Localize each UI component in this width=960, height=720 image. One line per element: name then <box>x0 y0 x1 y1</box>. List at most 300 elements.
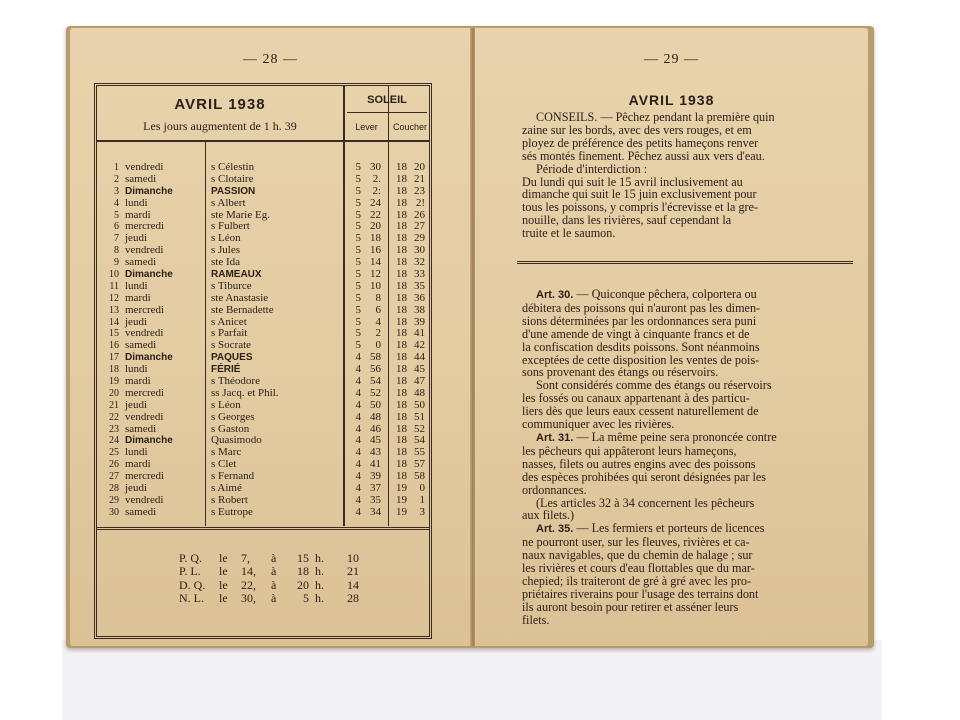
sunset-minute: 0 <box>419 482 425 495</box>
calendar-row <box>97 281 429 293</box>
sunrise-hour: 5 <box>355 303 361 316</box>
saint-name: ste Anastasie <box>211 291 269 304</box>
sunrise-hour: 5 <box>355 172 361 185</box>
sunset-minute: 35 <box>414 279 425 292</box>
sunrise-minute: 8 <box>375 291 381 304</box>
sunset-minute: 45 <box>414 363 425 376</box>
scan-backdrop <box>62 640 882 720</box>
calendar-row <box>97 305 429 317</box>
article-text: — Les fermiers et porteurs de licences <box>573 521 765 536</box>
article-text: la confiscation desdits poissons. Sont néanmoins <box>522 339 760 354</box>
phase-day: 7, <box>241 551 250 565</box>
saint-name: s Anicet <box>211 315 247 328</box>
saint-name: s Léon <box>211 232 241 245</box>
phase-hour: 15 <box>297 551 309 565</box>
sunset-minute: 32 <box>414 256 425 269</box>
page-number-right: — 29 — <box>644 52 699 67</box>
sunrise-hour: 5 <box>355 196 361 209</box>
sunrise-hour: 4 <box>355 422 361 435</box>
sunset-hour: 18 <box>396 315 407 328</box>
weekday: mardi <box>125 208 151 221</box>
day-number: 19 <box>109 376 119 388</box>
sunset-minute: 41 <box>414 327 425 340</box>
phase-word: le <box>219 564 228 579</box>
sunrise-minute: 48 <box>370 410 381 423</box>
weekday: jeudi <box>125 398 147 411</box>
sunset-hour: 18 <box>396 184 407 197</box>
sunrise-hour: 4 <box>355 458 361 471</box>
sunrise-minute: 24 <box>370 196 381 209</box>
day-number: 26 <box>109 459 119 471</box>
saint-name: s Albert <box>211 196 246 209</box>
weekday: jeudi <box>125 482 147 495</box>
phase-word: le <box>219 551 228 565</box>
day-number: 6 <box>114 221 119 233</box>
sunset-hour: 18 <box>396 410 407 423</box>
article-text: sons provenant des étangs ou réservoirs. <box>522 365 719 380</box>
saint-name: s Georges <box>211 410 255 423</box>
saint-name: PAQUES <box>211 352 253 364</box>
sunrise-hour: 5 <box>355 161 361 173</box>
calendar-separator <box>97 527 429 530</box>
text-line: Du lundi qui suit le 15 avril inclusivement au <box>522 174 743 189</box>
calendar-row <box>97 174 429 186</box>
weekday: jeudi <box>125 315 147 328</box>
sunset-hour: 18 <box>396 327 407 340</box>
article-text: communiquer avec les rivières. <box>522 417 675 432</box>
sunrise-hour: 5 <box>355 256 361 269</box>
day-number: 23 <box>109 423 119 435</box>
text-line: ployez de préférence des petits hameçons renver <box>522 135 759 150</box>
lever-header: Lever <box>355 122 378 132</box>
day-number: 28 <box>109 483 119 495</box>
day-number: 13 <box>109 304 119 316</box>
sunset-minute: 42 <box>414 339 425 352</box>
day-number: 25 <box>109 447 119 459</box>
day-number: 5 <box>114 209 119 221</box>
sunset-hour: 19 <box>396 482 407 495</box>
phase-minute: 21 <box>347 564 359 579</box>
weekday: vendredi <box>125 244 164 257</box>
day-number: 18 <box>109 364 119 376</box>
phase-hour: 20 <box>297 577 309 592</box>
calendar-title: AVRIL 1938 <box>174 96 266 113</box>
phase-word: h. <box>315 551 324 565</box>
sunrise-hour: 4 <box>355 375 361 388</box>
sunrise-minute: 2. <box>372 172 381 185</box>
sunset-minute: 27 <box>414 220 425 233</box>
phase-word: h. <box>315 577 324 592</box>
sunrise-hour: 4 <box>355 505 361 518</box>
sunset-hour: 18 <box>396 398 407 411</box>
phase-code: P. L. <box>179 564 201 579</box>
saint-name: ss Jacq. et Phil. <box>211 386 279 399</box>
day-number: 20 <box>109 387 119 399</box>
sunset-minute: 54 <box>414 434 425 447</box>
saint-name: s Clet <box>211 458 237 471</box>
sunset-hour: 18 <box>396 386 407 399</box>
conseils-text <box>522 111 850 240</box>
sunset-hour: 19 <box>396 493 407 506</box>
article-text: les fossés ou canaux appartenant à des particu- <box>522 391 750 406</box>
day-number: 16 <box>109 340 119 352</box>
day-number: 24 <box>109 435 119 447</box>
article-text: d'une amende de vingt à cinquante francs et de <box>522 326 750 341</box>
sunset-minute: 36 <box>414 291 425 304</box>
day-number: 30 <box>109 506 119 518</box>
day-number: 27 <box>109 471 119 483</box>
sunrise-minute: 34 <box>370 505 381 518</box>
article-text: les pêcheurs qui appâteront leurs hameçons, <box>522 443 737 458</box>
saint-name: s Fernand <box>211 470 255 483</box>
sunset-hour: 18 <box>396 458 407 471</box>
sunset-hour: 18 <box>396 339 407 352</box>
sunrise-minute: 4 <box>375 315 381 328</box>
text-line <box>522 601 850 614</box>
saint-name: s Marc <box>211 446 242 459</box>
text-line: CONSEILS. — Pêchez pendant la première quin <box>536 110 775 124</box>
sunset-hour: 18 <box>396 446 407 459</box>
saint-name: s Gaston <box>211 422 250 435</box>
weekday: mardi <box>125 458 151 471</box>
sunset-hour: 18 <box>396 291 407 304</box>
sunrise-hour: 4 <box>355 493 361 506</box>
article-text: — Quiconque pêchera, colportera ou <box>573 287 757 301</box>
sunset-minute: 38 <box>414 303 425 316</box>
weekday: samedi <box>125 505 157 518</box>
article-number: Art. 31. <box>536 431 574 444</box>
day-number: 12 <box>109 292 119 304</box>
sunrise-minute: 45 <box>370 434 381 447</box>
weekday: vendredi <box>125 327 164 340</box>
sunset-hour: 18 <box>396 256 407 269</box>
weekday: lundi <box>125 279 148 292</box>
saint-name: s Fulbert <box>211 220 250 233</box>
text-line <box>522 522 850 536</box>
sunrise-hour: 4 <box>355 482 361 495</box>
sunrise-minute: 56 <box>370 363 381 376</box>
right-page <box>475 28 868 646</box>
phase-minute: 14 <box>347 577 359 592</box>
sunrise-hour: 5 <box>355 315 361 328</box>
article-text: naux navigables, que du chemin de halage ; sur <box>522 548 753 563</box>
day-number: 22 <box>109 411 119 423</box>
right-page-title: AVRIL 1938 <box>628 92 715 108</box>
phase-word: h. <box>315 564 324 579</box>
sunrise-minute: 37 <box>370 482 381 495</box>
sunrise-hour: 5 <box>355 220 361 233</box>
article-text: priétaires riverains pour l'usage des terrains dont <box>522 586 759 601</box>
sunrise-hour: 4 <box>355 410 361 423</box>
text-line: truite et le saumon. <box>522 226 616 241</box>
sunset-hour: 18 <box>396 279 407 292</box>
weekday: lundi <box>125 446 148 459</box>
weekday: lundi <box>125 196 148 209</box>
calendar-row <box>97 412 429 424</box>
sunset-hour: 18 <box>396 422 407 435</box>
sunset-minute: 2! <box>415 196 425 209</box>
saint-name: ste Marie Eg. <box>211 208 270 221</box>
sunset-minute: 21 <box>414 172 425 185</box>
coucher-header: Coucher <box>392 122 428 132</box>
sunrise-hour: 4 <box>355 351 361 364</box>
sunset-hour: 18 <box>396 470 407 483</box>
text-line <box>522 288 850 302</box>
phase-word: à <box>271 577 277 592</box>
day-number: 9 <box>114 257 119 269</box>
sunset-hour: 18 <box>396 434 407 447</box>
saint-name: s Socrate <box>211 339 252 352</box>
sunset-minute: 33 <box>414 268 425 281</box>
weekday: samedi <box>125 339 157 352</box>
weekday: mercredi <box>125 303 165 316</box>
sunrise-minute: 18 <box>370 232 381 245</box>
calendar-row <box>97 198 429 210</box>
saint-name: s Léon <box>211 398 241 411</box>
sunrise-minute: 54 <box>370 375 381 388</box>
day-number: 29 <box>109 494 119 506</box>
sunrise-hour: 4 <box>355 470 361 483</box>
day-number: 21 <box>109 399 119 411</box>
phase-word: à <box>271 591 277 606</box>
saint-name: ste Bernadette <box>211 303 274 316</box>
sunrise-minute: 39 <box>370 470 381 483</box>
article-number: Art. 35. <box>536 523 574 536</box>
phase-word: h. <box>315 591 324 606</box>
sunset-hour: 18 <box>396 363 407 376</box>
article-text: exceptées de cette disposition les ventes de pois- <box>522 352 760 367</box>
phase-word: à <box>271 551 277 565</box>
sunrise-minute: 50 <box>370 398 381 411</box>
saint-name: s Tiburce <box>211 279 252 292</box>
sunrise-minute: 30 <box>370 161 381 173</box>
sunset-minute: 47 <box>414 375 425 388</box>
article-text: filets. <box>522 612 550 627</box>
sunset-minute: 29 <box>414 232 425 245</box>
calendar-rows <box>97 162 429 519</box>
header-rule <box>347 112 427 113</box>
sunrise-minute: 0 <box>375 339 381 352</box>
sunset-minute: 58 <box>414 470 425 483</box>
article-text: liers dès que leurs eaux cessent naturellement de <box>522 404 759 419</box>
sunset-hour: 19 <box>396 505 407 518</box>
day-number: 14 <box>109 316 119 328</box>
text-line: dimanche qui suit le 15 juin exclusivement pour <box>522 187 757 202</box>
saint-name: ste Ida <box>211 256 241 269</box>
phase-code: D. Q. <box>179 577 206 592</box>
calendar-subtitle: Les jours augmentent de 1 h. 39 <box>143 119 297 133</box>
sunrise-hour: 4 <box>355 398 361 411</box>
weekday: samedi <box>125 256 157 269</box>
text-line: sés montés finement. Pêchez aussi aux vers d'eau. <box>522 148 765 163</box>
weekday: jeudi <box>125 232 147 245</box>
sunrise-minute: 12 <box>370 268 381 281</box>
phase-code: P. Q. <box>179 551 203 565</box>
article-text: débitera des poissons qui n'auront pas les dimen- <box>522 300 761 315</box>
phase-day: 22, <box>241 577 256 592</box>
article-text: sions déterminées par les ordonnances sera puni <box>522 313 757 328</box>
sunrise-hour: 4 <box>355 386 361 399</box>
article-text: Sont considérés comme des étangs ou réservoirs <box>536 378 772 393</box>
saint-name: Quasimodo <box>211 434 262 447</box>
sunset-hour: 18 <box>396 351 407 364</box>
day-number: 15 <box>109 328 119 340</box>
weekday: vendredi <box>125 493 164 506</box>
weekday: Dimanche <box>125 269 173 281</box>
saint-name: s Aimé <box>211 482 242 495</box>
sunrise-minute: 46 <box>370 422 381 435</box>
weekday: samedi <box>125 422 157 435</box>
sunrise-minute: 10 <box>370 279 381 292</box>
sunset-hour: 18 <box>396 268 407 281</box>
sunrise-hour: 5 <box>355 232 361 245</box>
day-number: 11 <box>109 280 119 292</box>
sunrise-minute: 2 <box>375 327 381 340</box>
sunrise-minute: 22 <box>370 208 381 221</box>
sunset-minute: 44 <box>414 351 425 364</box>
calendar-row <box>97 293 429 305</box>
sunrise-hour: 4 <box>355 446 361 459</box>
phase-hour: 18 <box>297 564 309 579</box>
saint-name: RAMEAUX <box>211 269 262 281</box>
phase-minute: 28 <box>347 591 359 606</box>
sunset-hour: 18 <box>396 220 407 233</box>
sunrise-hour: 5 <box>355 268 361 281</box>
sunrise-minute: 16 <box>370 244 381 257</box>
sunrise-hour: 5 <box>355 244 361 257</box>
saint-name: PASSION <box>211 185 256 197</box>
sunrise-minute: 43 <box>370 446 381 459</box>
weekday: Dimanche <box>125 352 173 364</box>
sunset-minute: 3 <box>419 505 425 518</box>
sunrise-hour: 5 <box>355 184 361 197</box>
sunset-minute: 20 <box>414 161 425 173</box>
article-text: ils auront besoin pour retirer et asséner leurs <box>522 599 739 614</box>
saint-name: s Célestin <box>211 161 255 173</box>
sunrise-minute: 20 <box>370 220 381 233</box>
phase-code: N. L. <box>179 591 204 606</box>
sunset-minute: 23 <box>414 184 425 197</box>
article-text: aux filets.) <box>522 508 575 523</box>
sunset-hour: 18 <box>396 244 407 257</box>
weekday: Dimanche <box>125 435 173 447</box>
sunset-hour: 18 <box>396 208 407 221</box>
sunrise-minute: 41 <box>370 458 381 471</box>
sunrise-hour: 5 <box>355 327 361 340</box>
sunrise-minute: 14 <box>370 256 381 269</box>
text-separator <box>517 261 853 264</box>
article-number: Art. 30. <box>536 289 574 301</box>
sunset-minute: 51 <box>414 410 425 423</box>
sunrise-minute: 35 <box>370 493 381 506</box>
phase-day: 30, <box>241 591 256 606</box>
day-number: 8 <box>114 245 119 257</box>
weekday: mercredi <box>125 386 165 399</box>
text-line: nouille, dans les rivières, sauf cependant la <box>522 213 732 228</box>
day-number: 7 <box>114 233 119 245</box>
weekday: vendredi <box>125 161 164 173</box>
day-number: 10 <box>109 269 119 281</box>
sunset-minute: 55 <box>414 446 425 459</box>
sunset-minute: 26 <box>414 208 425 221</box>
soleil-header: SOLEIL <box>367 94 407 106</box>
sunset-hour: 18 <box>396 161 407 173</box>
page-number-left: — 28 — <box>243 52 298 67</box>
phase-hour: 5 <box>303 591 309 606</box>
phase-word: le <box>219 591 228 606</box>
day-number: 1 <box>114 162 119 173</box>
article-text: chepied; ils traiteront de gré à gré avec les pro- <box>522 573 752 588</box>
article-text: des espèces prohibées qui seront désignées par les <box>522 469 767 484</box>
weekday: mercredi <box>125 470 165 483</box>
sunrise-hour: 4 <box>355 434 361 447</box>
day-number: 3 <box>114 185 119 197</box>
weekday: Dimanche <box>125 185 173 197</box>
day-number: 4 <box>114 197 119 209</box>
sunrise-hour: 5 <box>355 291 361 304</box>
saint-name: s Clotaire <box>211 172 254 185</box>
text-line: Période d'interdiction : <box>536 161 648 176</box>
text-line: tous les poissons, y compris l'écrevisse et la gre- <box>522 200 759 215</box>
saint-name: s Théodore <box>211 375 260 388</box>
calendar-row <box>97 186 429 198</box>
sunrise-hour: 4 <box>355 363 361 376</box>
sunset-minute: 50 <box>414 398 425 411</box>
sunrise-minute: 52 <box>370 386 381 399</box>
sunset-minute: 57 <box>414 458 425 471</box>
weekday: lundi <box>125 363 148 376</box>
sunset-hour: 18 <box>396 303 407 316</box>
saint-name: s Parfait <box>211 327 248 340</box>
sunset-minute: 52 <box>414 422 425 435</box>
weekday: mercredi <box>125 220 165 233</box>
saint-name: s Robert <box>211 493 248 506</box>
weekday: samedi <box>125 172 157 185</box>
calendar-row <box>97 400 429 412</box>
article-text: les rivières et cours d'eau flottables que du mar- <box>522 561 755 576</box>
phase-day: 14, <box>241 564 256 579</box>
day-number: 17 <box>109 352 119 364</box>
sunrise-hour: 5 <box>355 208 361 221</box>
saint-name: FÉRIÉ <box>211 364 241 376</box>
sunset-hour: 18 <box>396 375 407 388</box>
article-text: ordonnances. <box>522 482 587 497</box>
day-number: 2 <box>114 173 119 185</box>
left-page <box>70 28 471 646</box>
sunrise-hour: 5 <box>355 279 361 292</box>
sunset-hour: 18 <box>396 232 407 245</box>
sunrise-hour: 5 <box>355 339 361 352</box>
article-text: ne pourront user, sur les fleuves, rivières et ca- <box>522 535 750 550</box>
articles-text <box>522 288 850 627</box>
sunrise-minute: 2: <box>372 184 381 197</box>
text-line <box>522 614 850 627</box>
phase-word: le <box>219 577 228 592</box>
sunrise-minute: 6 <box>375 303 381 316</box>
text-line <box>522 431 850 445</box>
sunrise-minute: 58 <box>370 351 381 364</box>
weekday: vendredi <box>125 410 164 423</box>
sunset-hour: 18 <box>396 196 407 209</box>
weekday: mardi <box>125 375 151 388</box>
sunset-minute: 39 <box>414 315 425 328</box>
phase-minute: 10 <box>347 551 359 565</box>
sunset-hour: 18 <box>396 172 407 185</box>
saint-name: s Jules <box>211 244 241 257</box>
text-line: zaine sur les bords, avec des vers rouges, et em <box>522 122 752 137</box>
phase-word: à <box>271 564 277 579</box>
calendar-row <box>97 507 429 519</box>
